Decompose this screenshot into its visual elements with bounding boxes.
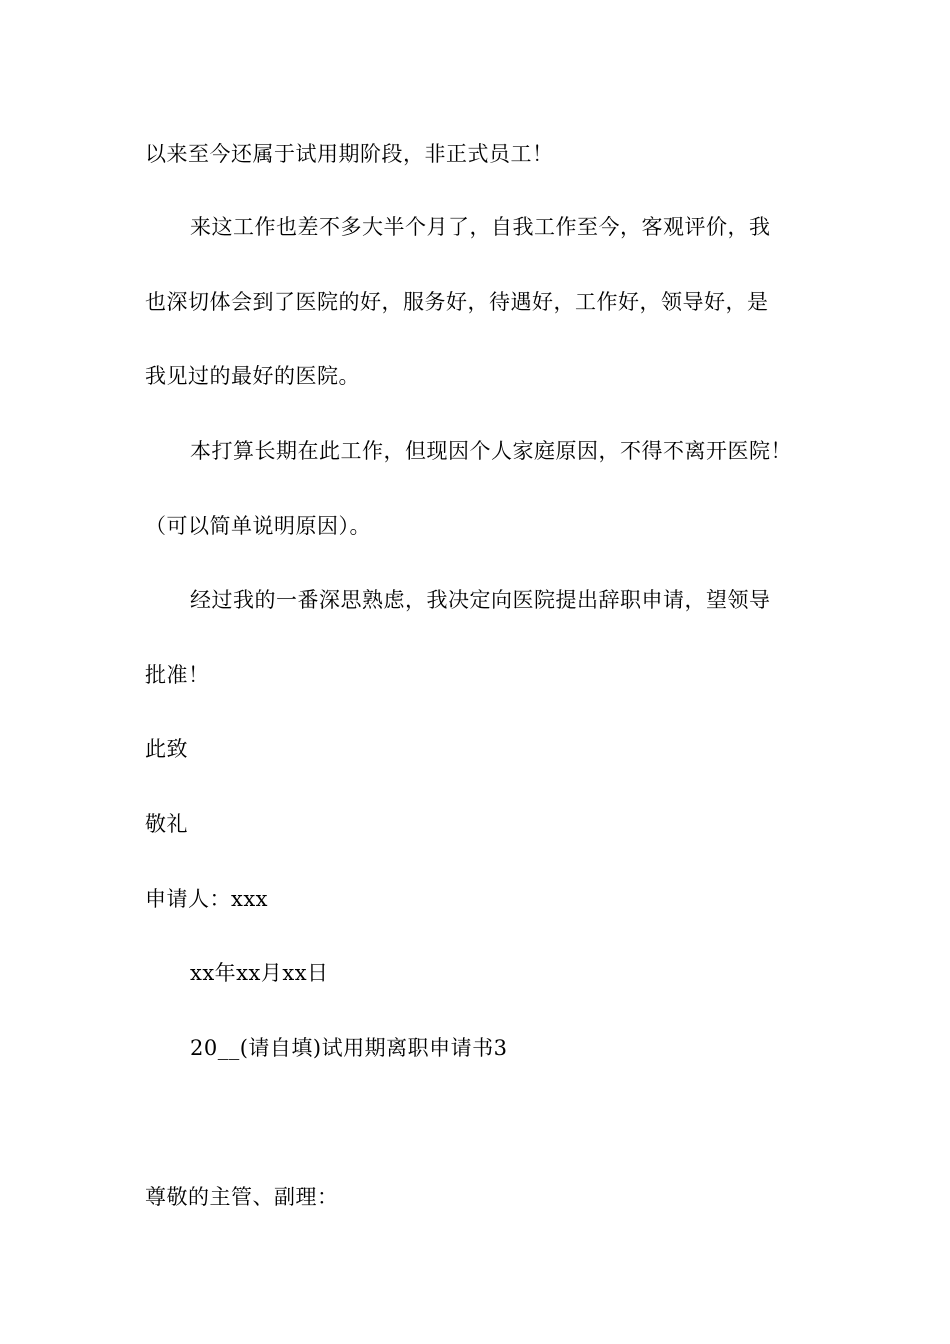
paragraph-line: 批准！	[145, 663, 210, 687]
date-line: xx年xx月xx日	[190, 961, 329, 985]
paragraph-line: 本打算长期在此工作，但现因个人家庭原因，不得不离开医院！	[190, 439, 792, 463]
section-title: 20__(请自填)试用期离职申请书3	[190, 1036, 508, 1060]
closing-line: 敬礼	[145, 812, 188, 836]
applicant-line: 申请人：xxx	[145, 887, 269, 911]
paragraph-line: 经过我的一番深思熟虑，我决定向医院提出辞职申请，望领导	[190, 588, 771, 612]
paragraph-line: 以来至今还属于试用期阶段，非正式员工！	[145, 142, 554, 166]
paragraph-line: 来这工作也差不多大半个月了，自我工作至今，客观评价，我	[190, 215, 771, 239]
paragraph-line: （可以简单说明原因）。	[145, 514, 371, 538]
paragraph-line: 也深切体会到了医院的好，服务好，待遇好，工作好，领导好，是	[145, 290, 769, 314]
closing-line: 此致	[145, 737, 188, 761]
salutation-line: 尊敬的主管、副理：	[145, 1185, 339, 1209]
paragraph-line: 我见过的最好的医院。	[145, 364, 360, 388]
